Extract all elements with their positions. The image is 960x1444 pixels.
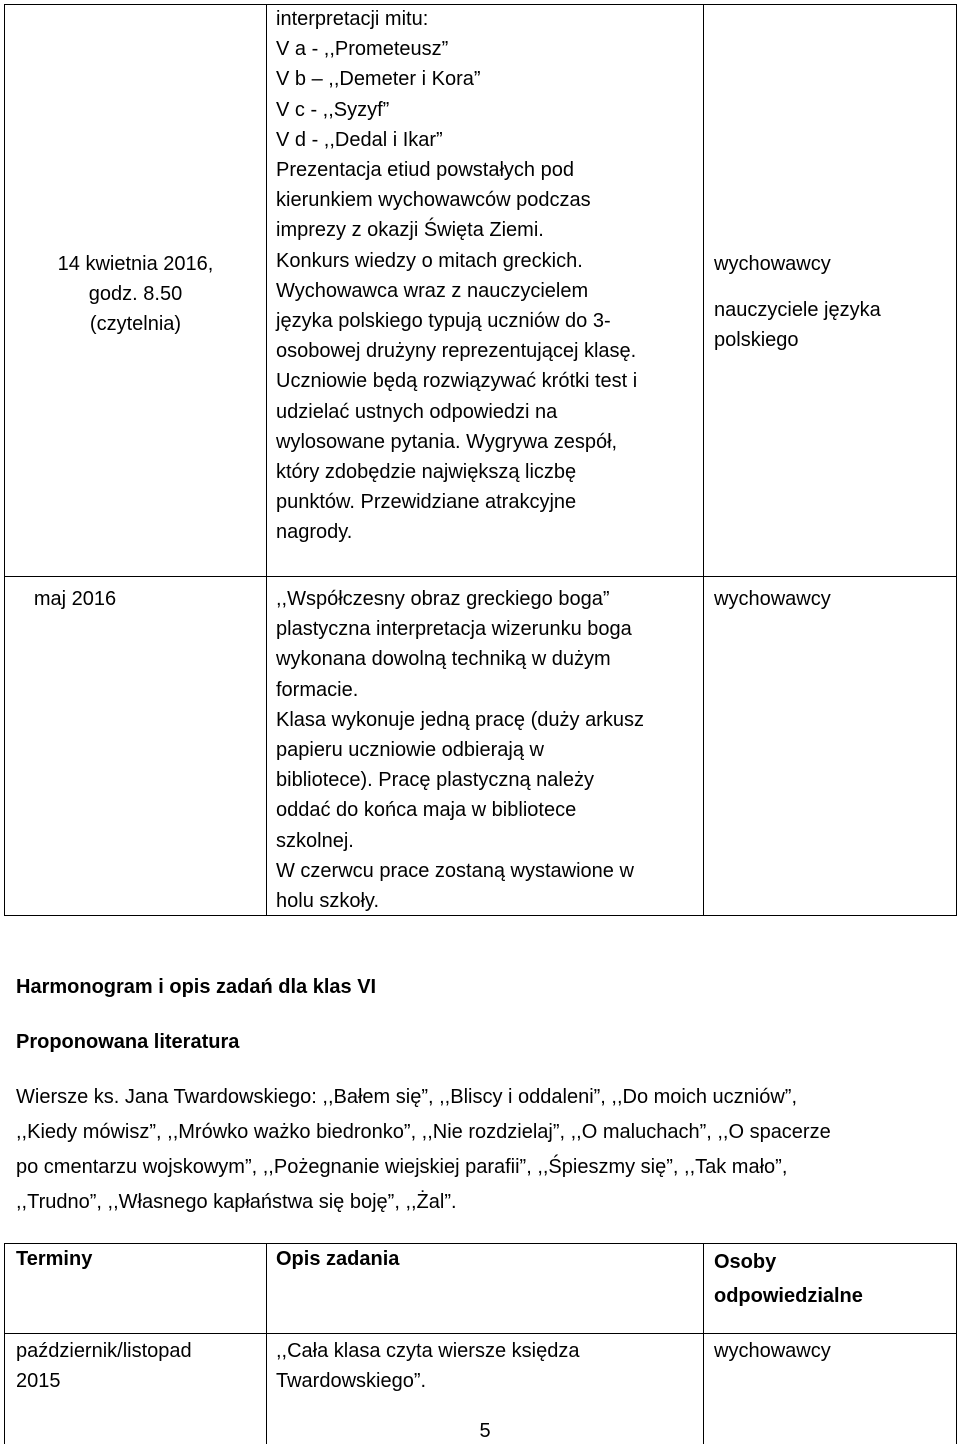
responsible-line: wychowawcy: [714, 253, 831, 275]
description-line: imprezy z okazji Święta Ziemi.: [276, 219, 544, 242]
date-line: 14 kwietnia 2016,: [57, 253, 214, 275]
description-line: udzielać ustnych odpowiedzi na: [276, 400, 558, 423]
description-line: oddać do końca maja w bibliotece: [276, 799, 577, 822]
description-line: V c - ,,Syzyf”: [276, 98, 390, 121]
responsible-line: polskiego: [714, 329, 799, 352]
date-line: (czytelnia): [89, 313, 182, 336]
description-line: Wychowawca wraz z nauczycielem: [276, 279, 589, 302]
page-number: 5: [479, 1420, 491, 1442]
header-terms: Terminy: [16, 1248, 93, 1270]
table-2-row-1-date: [16, 1336, 192, 1396]
description-line: V a - ,,Prometeusz”: [276, 38, 449, 61]
literature-heading: Proponowana literatura: [16, 1031, 240, 1053]
description-line: szkolnej.: [276, 829, 354, 852]
description-line: papieru uczniowie odbierają w: [276, 739, 544, 762]
date-line: październik/listopad: [16, 1340, 192, 1362]
description-line: bibliotece). Pracę plastyczną należy: [276, 769, 594, 792]
table-1-row-1-description: [276, 4, 701, 548]
table-1-row-1-responsible: [714, 249, 954, 356]
date-line: godz. 8.50: [88, 283, 183, 306]
literature-line: ,,Kiedy mówisz”, ,,Mrówko ważko biedronko”, ,,Nie rozdzielaj”, ,,O maluchach”, ,,O spacerze: [16, 1121, 831, 1143]
description-line: V d - ,,Dedal i Ikar”: [276, 128, 443, 151]
description-line: osobowej drużyny reprezentującej klasę.: [276, 340, 637, 363]
description-line: ,,Współczesny obraz greckiego boga”: [276, 588, 610, 610]
header-responsible: [714, 1245, 863, 1313]
description-line: Uczniowie będą rozwiązywać krótki test i: [276, 370, 638, 393]
description-line: interpretacji mitu:: [276, 8, 429, 30]
description-line: plastyczna interpretacja wizerunku boga: [276, 618, 632, 641]
description-line: języka polskiego typują uczniów do 3-: [276, 310, 611, 333]
table-2-row-1-description: [276, 1336, 579, 1396]
table-1-row-2-date: [5, 584, 145, 614]
section-heading: Harmonogram i opis zadań dla klas VI: [16, 976, 377, 998]
date-line: maj 2016: [33, 588, 117, 610]
responsible-line: wychowawcy: [714, 588, 831, 610]
literature-line: po cmentarzu wojskowym”, ,,Pożegnanie wiejskiej parafii”, ,,Śpieszmy się”, ,,Tak mało”,: [16, 1156, 788, 1178]
description-line: W czerwcu prace zostaną wystawione w: [276, 859, 634, 882]
date-line: 2015: [16, 1370, 61, 1393]
table-1-row-2-responsible: [714, 584, 954, 614]
description-line: Klasa wykonuje jedną pracę (duży arkusz: [276, 708, 644, 731]
description-line: Twardowskiego”.: [276, 1370, 427, 1393]
description-line: Prezentacja etiud powstałych pod: [276, 159, 574, 182]
responsible-line: wychowawcy: [714, 1340, 831, 1362]
description-line: holu szkoły.: [276, 890, 380, 913]
table-1-row-2-description: [276, 584, 701, 916]
description-line: ,,Cała klasa czyta wiersze księdza: [276, 1340, 580, 1362]
header-responsible-line: Osoby: [714, 1251, 777, 1273]
description-line: nagrody.: [276, 521, 353, 544]
literature-line: Wiersze ks. Jana Twardowskiego: ,,Bałem się”, ,,Bliscy i oddaleni”, ,,Do moich uczniów”,: [16, 1086, 798, 1108]
responsible-line: nauczyciele języka: [714, 299, 881, 322]
description-line: wykonana dowolną techniką w dużym: [276, 648, 611, 671]
header-responsible-line: odpowiedzialne: [714, 1285, 863, 1307]
table-2-row-1-responsible: [714, 1336, 831, 1366]
description-line: wylosowane pytania. Wygrywa zespół,: [276, 430, 618, 453]
description-line: który zdobędzie największą liczbę: [276, 461, 577, 484]
description-line: kierunkiem wychowawców podczas: [276, 189, 591, 212]
description-line: formacie.: [276, 678, 359, 701]
description-line: Konkurs wiedzy o mitach greckich.: [276, 249, 583, 272]
description-line: punktów. Przewidziane atrakcyjne: [276, 491, 577, 514]
literature-line: ,,Trudno”, ,,Własnego kapłaństwa się boję”, ,,Żal”.: [16, 1191, 457, 1213]
table-1-row-1-date: [5, 249, 266, 340]
header-description: Opis zadania: [276, 1248, 400, 1270]
literature-list: [16, 1080, 951, 1220]
description-line: V b – ,,Demeter i Kora”: [276, 68, 481, 91]
